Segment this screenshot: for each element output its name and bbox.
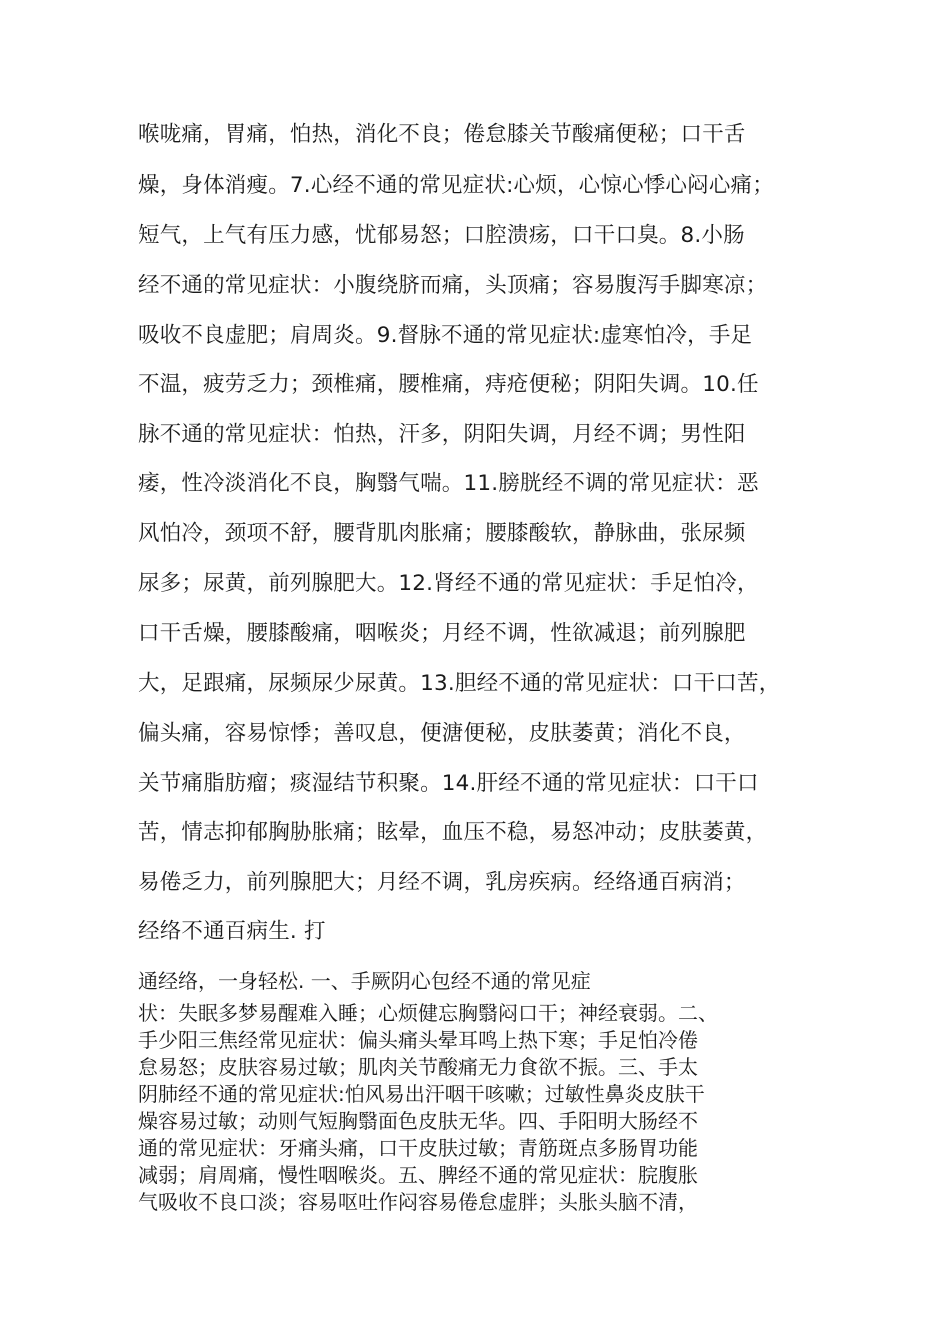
paragraph-line: 手少阳三焦经常见症状：偏头痛头晕耳鸣上热下寒；手足怕冷倦 bbox=[138, 1028, 698, 1052]
paragraph-line: 阴肺经不通的常见症状:怕风易出汗咽干咳嗽；过敏性鼻炎皮肤干 bbox=[138, 1082, 705, 1106]
paragraph-line: 苦，情志抑郁胸胁胀痛；眩晕，血压不稳，易怒冲动；皮肤萎黄， bbox=[138, 820, 768, 845]
paragraph-line: 口干舌燥，腰膝酸痛，咽喉炎；月经不调，性欲减退；前列腺肥 bbox=[138, 621, 746, 646]
paragraph-line: 燥，身体消瘦。7.心经不通的常见症状:心烦，心惊心悸心闷心痛； bbox=[138, 173, 774, 198]
paragraph-line: 痿，性冷淡消化不良，胸翳气喘。11.膀胱经不调的常见症状：恶 bbox=[138, 471, 759, 496]
paragraph-line: 尿多；尿黄，前列腺肥大。12.肾经不通的常见症状：手足怕冷， bbox=[138, 571, 759, 596]
paragraph-line: 喉咙痛，胃痛，怕热，消化不良；倦怠膝关节酸痛便秘；口干舌 bbox=[138, 122, 746, 147]
paragraph-line: 不温，疲劳乏力；颈椎痛，腰椎痛，痔疮便秘；阴阳失调。10.任 bbox=[138, 372, 759, 397]
paragraph-line: 关节痛脂肪瘤；痰湿结节积聚。14.肝经不通的常见症状：口干口 bbox=[138, 771, 759, 796]
paragraph-line: 风怕冷，颈项不舒，腰背肌肉胀痛；腰膝酸软，静脉曲，张尿频 bbox=[138, 521, 746, 546]
paragraph-line: 经不通的常见症状：小腹绕脐而痛，头顶痛；容易腹泻手脚寒凉； bbox=[138, 273, 768, 298]
paragraph-line: 气吸收不良口淡；容易呕吐作闷容易倦怠虚胖；头胀头脑不清， bbox=[138, 1190, 698, 1214]
paragraph-line: 大，足跟痛，尿频尿少尿黄。13.胆经不通的常见症状：口干口苦， bbox=[138, 671, 781, 696]
paragraph-line: 通的常见症状：牙痛头痛，口干皮肤过敏；青筋斑点多肠胃功能 bbox=[138, 1136, 698, 1160]
paragraph-line: 燥容易过敏；动则气短胸翳面色皮肤无华。四、手阳明大肠经不 bbox=[138, 1109, 698, 1133]
paragraph-line: 减弱；肩周痛，慢性咽喉炎。五、脾经不通的常见症状：脘腹胀 bbox=[138, 1163, 698, 1187]
paragraph-line: 脉不通的常见症状：怕热，汗多，阴阳失调，月经不调；男性阳 bbox=[138, 422, 746, 447]
paragraph-line: 怠易怒；皮肤容易过敏；肌肉关节酸痛无力食欲不振。三、手太 bbox=[138, 1055, 698, 1079]
paragraph-line: 经络不通百病生. 打 bbox=[138, 919, 326, 944]
paragraph-line: 易倦乏力，前列腺肥大；月经不调，乳房疾病。经络通百病消； bbox=[138, 870, 746, 895]
paragraph-line: 偏头痛，容易惊悸；善叹息，便溏便秘，皮肤萎黄；消化不良， bbox=[138, 721, 746, 746]
paragraph-line: 状：失眠多梦易醒难入睡；心烦健忘胸翳闷口干；神经衰弱。二、 bbox=[138, 1001, 718, 1025]
paragraph-line: 通经络，一身轻松. 一、手厥阴心包经不通的常见症 bbox=[138, 969, 591, 993]
paragraph-line: 吸收不良虚肥；肩周炎。9.督脉不通的常见症状:虚寒怕冷，手足 bbox=[138, 323, 753, 348]
paragraph-line: 短气，上气有压力感，忧郁易怒；口腔溃疡，口干口臭。8.小肠 bbox=[138, 223, 745, 248]
